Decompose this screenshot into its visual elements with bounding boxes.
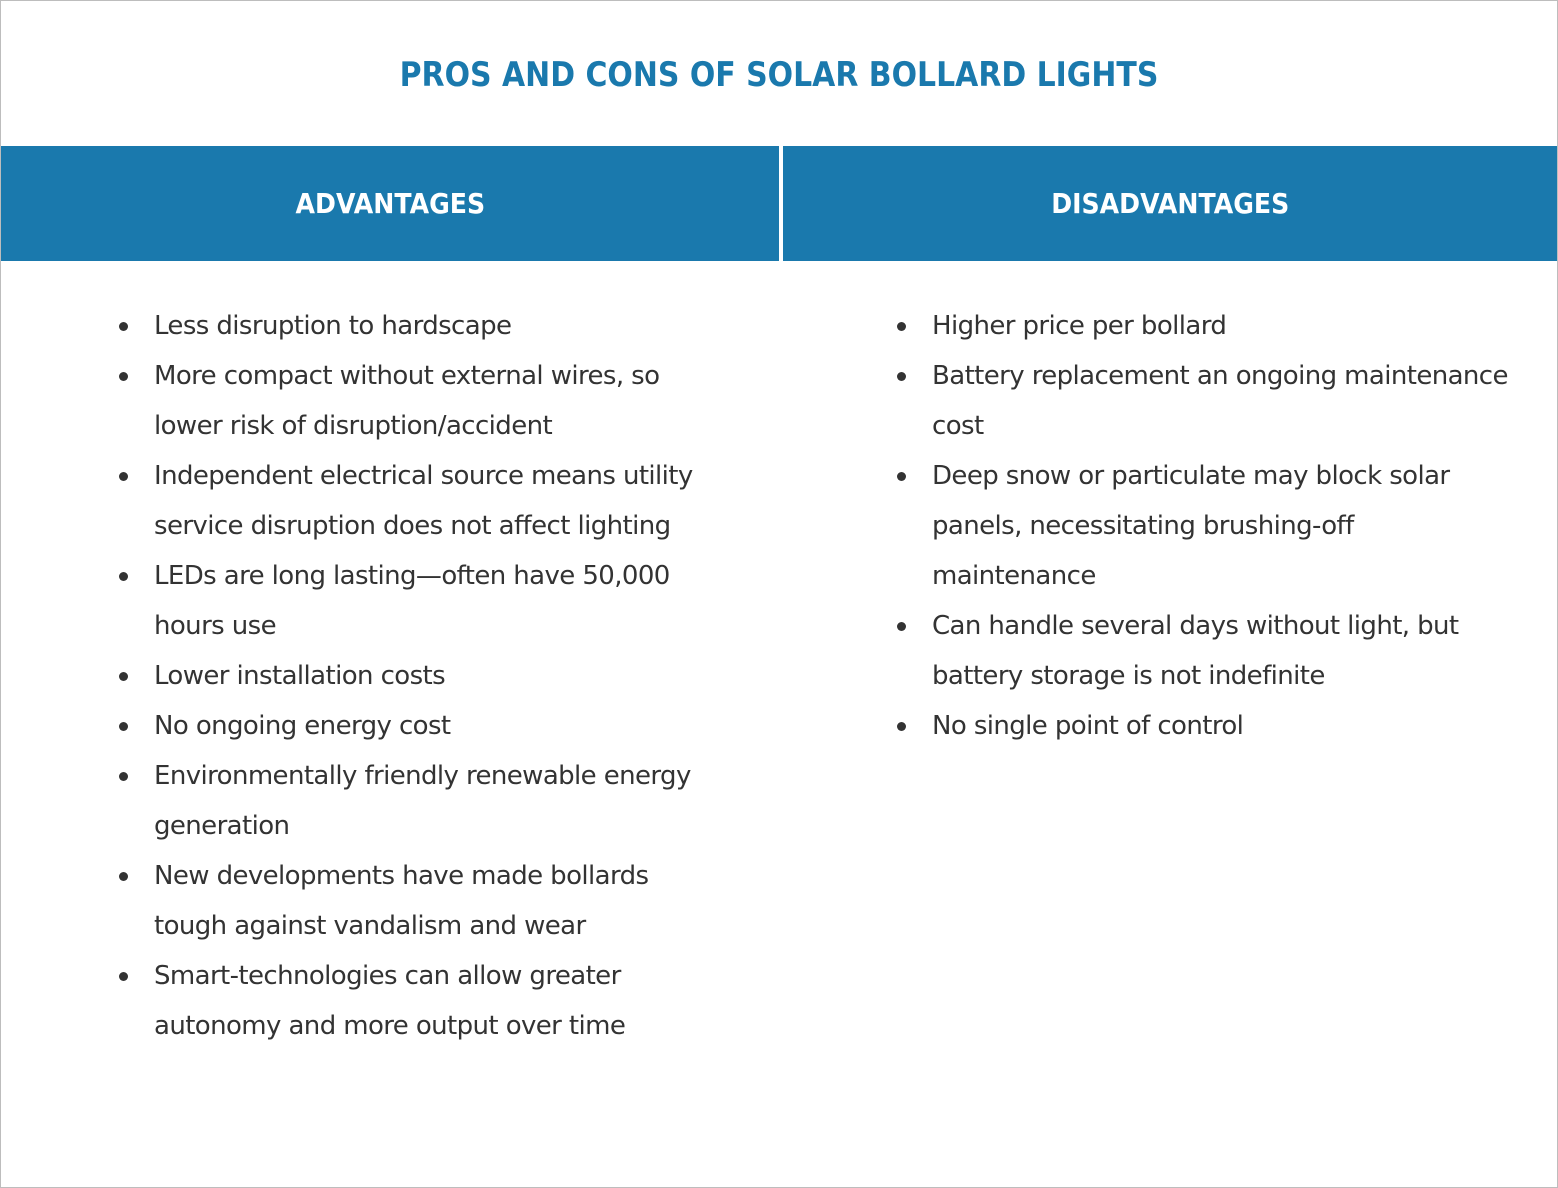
- disadvantages-header-label: DISADVANTAGES: [1050, 187, 1290, 220]
- list-item: Deep snow or particulate may block solar panels, necessitating brushing-off maintenance: [889, 451, 1509, 601]
- list-item: New developments have made bollards tough against vandalism and wear: [111, 851, 711, 951]
- bullet-icon: [119, 872, 128, 881]
- advantages-column: [111, 301, 711, 1051]
- bullet-icon: [119, 722, 128, 731]
- list-item: Higher price per bollard: [889, 301, 1509, 351]
- list-item: LEDs are long lasting—often have 50,000 hours use: [111, 551, 711, 651]
- list-item: No single point of control: [889, 701, 1509, 751]
- disadvantages-list: [889, 301, 1509, 751]
- advantages-list: [111, 301, 711, 1051]
- list-item: Can handle several days without light, but battery storage is not indefinite: [889, 601, 1509, 701]
- bullet-icon: [119, 372, 128, 381]
- disadvantages-header: [783, 146, 1557, 261]
- list-item: Less disruption to hardscape: [111, 301, 711, 351]
- advantages-header-label: ADVANTAGES: [295, 187, 485, 220]
- list-item: More compact without external wires, so lower risk of disruption/accident: [111, 351, 711, 451]
- bullet-icon: [897, 722, 906, 731]
- bullet-icon: [119, 672, 128, 681]
- bullet-icon: [897, 322, 906, 331]
- table-title: PROS AND CONS OF SOLAR BOLLARD LIGHTS: [399, 55, 1159, 95]
- list-item: Lower installation costs: [111, 651, 711, 701]
- bullet-icon: [897, 472, 906, 481]
- list-item: Independent electrical source means utility service disruption does not affect lighting: [111, 451, 711, 551]
- advantages-header: [1, 146, 779, 261]
- bullet-icon: [897, 372, 906, 381]
- bullet-icon: [119, 472, 128, 481]
- bullet-icon: [119, 772, 128, 781]
- list-item: No ongoing energy cost: [111, 701, 711, 751]
- bullet-icon: [119, 322, 128, 331]
- bullet-icon: [119, 972, 128, 981]
- list-item: Smart-technologies can allow greater autonomy and more output over time: [111, 951, 711, 1051]
- disadvantages-column: [889, 301, 1509, 751]
- list-item: Battery replacement an ongoing maintenance cost: [889, 351, 1509, 451]
- bullet-icon: [897, 622, 906, 631]
- header-row: [1, 146, 1557, 261]
- bullet-icon: [119, 572, 128, 581]
- list-item: Environmentally friendly renewable energy generation: [111, 751, 711, 851]
